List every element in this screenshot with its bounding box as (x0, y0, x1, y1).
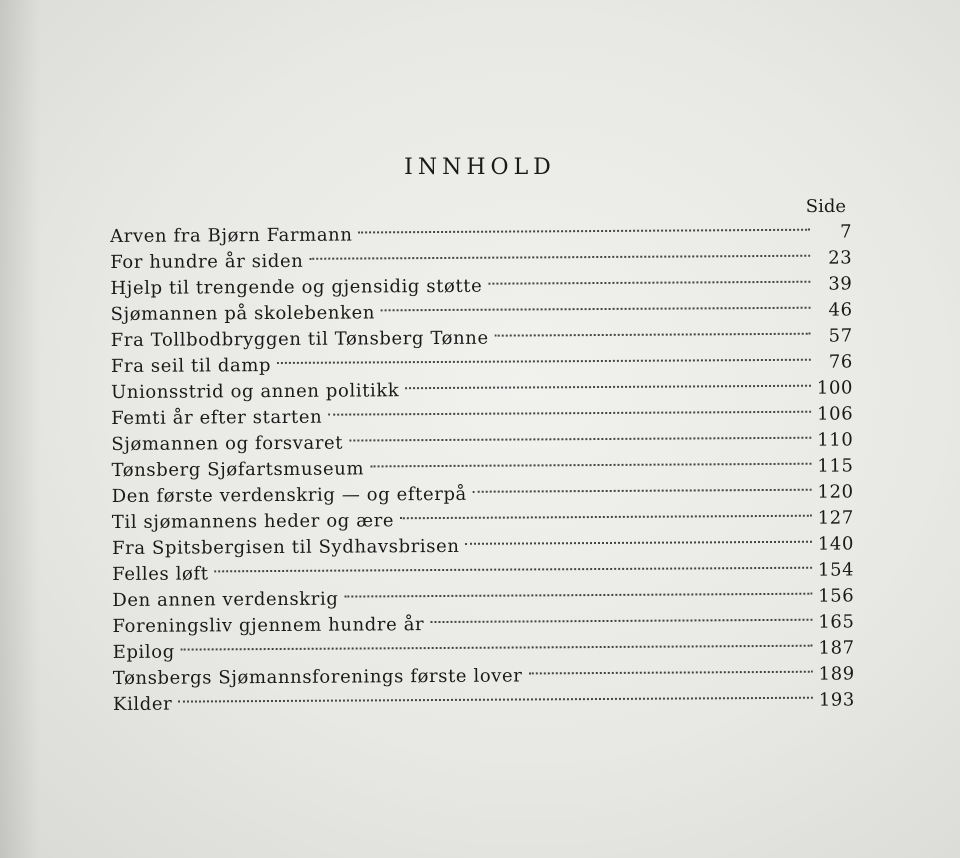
toc-entry-page: 76 (828, 351, 853, 373)
page-column-label: Side (805, 196, 846, 217)
toc-entry-title: Den første verdenskrig — og efterpå (111, 483, 467, 507)
toc-entry-title: Tønsberg Sjøfartsmuseum (111, 458, 365, 481)
toc-entry-page: 140 (817, 533, 855, 555)
toc-entry-page: 57 (828, 325, 853, 347)
toc-entry-page: 187 (818, 637, 855, 659)
toc-entry-page: 23 (828, 247, 853, 269)
dot-leader (528, 654, 812, 682)
dot-leader (277, 342, 811, 371)
dot-leader (328, 394, 811, 423)
toc-entry-page: 106 (816, 403, 854, 425)
dot-leader (495, 316, 811, 344)
toc-entry-title: Sjømannen og forsvaret (111, 432, 344, 455)
toc-entry-page: 46 (828, 299, 853, 321)
toc-entry-title: Den annen verdenskrig (112, 588, 339, 611)
toc-entry-page: 115 (817, 455, 854, 477)
toc-entry-title: For hundre år siden (110, 250, 304, 273)
toc-entry-page: 39 (828, 273, 853, 295)
dot-leader (349, 420, 811, 449)
toc-entry-title: Arven fra Bjørn Farmann (110, 224, 353, 247)
toc-entry-title: Hjelp til trengende og gjensidig støtte (110, 275, 483, 299)
toc-entry-title: Femti år efter starten (111, 406, 323, 429)
dot-leader (358, 212, 810, 241)
dot-leader (488, 264, 810, 292)
toc-entry-title: Til sjømannens heder og ære (111, 510, 395, 533)
dot-leader (178, 680, 813, 710)
dot-leader (430, 602, 812, 630)
toc-entry-title: Kilder (112, 693, 173, 715)
toc-entry-title: Fra Tollbodbryggen til Tønsberg Tønne (110, 327, 489, 351)
toc-entry-page: 189 (818, 663, 855, 685)
dot-leader (344, 576, 812, 605)
dot-leader (181, 628, 813, 658)
toc-entry-title: Tønsbergs Sjømannsforenings første lover (112, 665, 523, 689)
toc-entry-page: 100 (816, 377, 854, 399)
toc-entry-title: Sjømannen på skolebenken (110, 302, 376, 325)
toc-entry-page: 193 (818, 689, 856, 711)
toc-entry-page: 110 (817, 429, 854, 451)
page-title: INNHOLD (404, 154, 556, 180)
toc-entry-title: Foreningsliv gjennem hundre år (112, 614, 425, 637)
toc-entry-page: 120 (817, 481, 854, 503)
toc-entry-page: 127 (817, 507, 854, 529)
toc-entry-title: Fra seil til damp (110, 355, 272, 377)
toc-entry-page: 165 (818, 611, 855, 633)
toc-entry-page: 156 (818, 585, 855, 607)
dot-leader (400, 498, 812, 527)
toc-entry-title: Epilog (112, 641, 175, 663)
toc-entry-title: Fra Spitsbergisen til Sydhavsbrisen (111, 535, 460, 559)
dot-leader (309, 238, 810, 267)
toc-entry-title: Unionsstrid og annen politikk (111, 380, 400, 403)
dot-leader (214, 550, 812, 580)
dot-leader (370, 446, 811, 475)
table-of-contents (110, 211, 856, 715)
dot-leader (473, 472, 812, 500)
toc-entry-title: Felles løft (112, 563, 209, 585)
toc-entry (112, 679, 856, 715)
dot-leader (381, 290, 811, 319)
dot-leader (405, 368, 811, 396)
dot-leader (465, 524, 811, 552)
toc-entry-page: 7 (839, 221, 853, 243)
toc-entry-page: 154 (817, 559, 855, 581)
